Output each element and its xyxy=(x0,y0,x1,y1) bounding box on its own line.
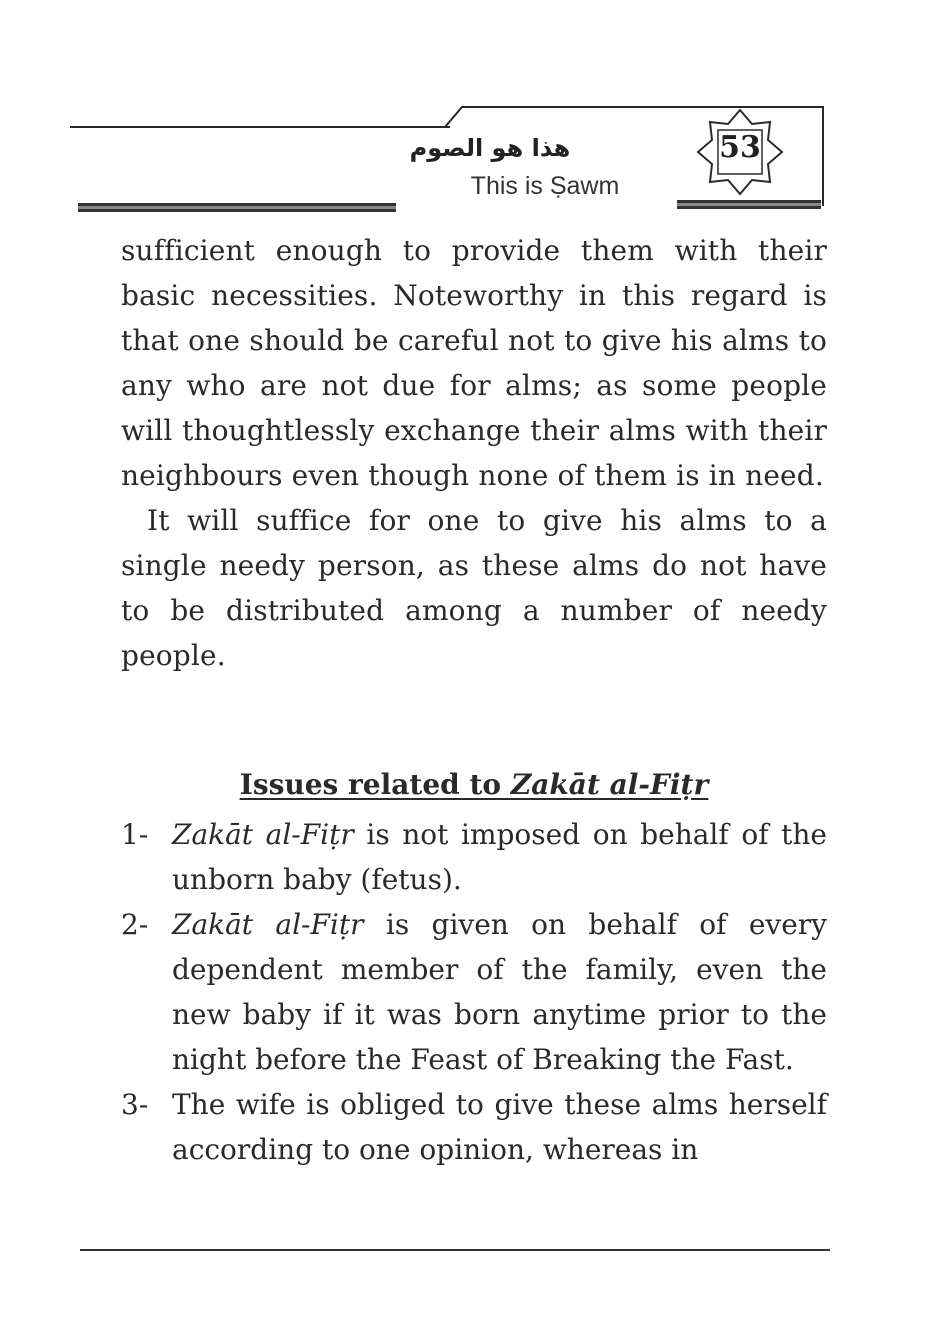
issues-list xyxy=(121,812,827,1172)
list-item xyxy=(121,1082,827,1172)
page-number-badge xyxy=(696,108,784,196)
header-right-rule xyxy=(822,106,824,206)
footer-rule xyxy=(80,1249,830,1251)
header-slant-rule xyxy=(0,0,936,140)
body-text xyxy=(121,228,827,678)
page-number: 53 xyxy=(719,130,761,165)
list-item-italic: Zakāt al-Fiṭr xyxy=(172,818,354,851)
list-item-number: 3- xyxy=(121,1088,149,1121)
header-left-bar xyxy=(78,203,396,212)
list-item-text: is given on behalf of every dependent member of the family, even the new baby if it was born anytime prior to the night before the Feast of Breaking the Fast. xyxy=(172,908,827,1076)
heading-plain: Issues related to xyxy=(239,768,511,801)
heading-italic: Zakāt al-Fiṭr xyxy=(510,768,709,801)
list-item-number: 1- xyxy=(121,818,149,851)
header-english-title: This is Ṣawm xyxy=(470,172,620,200)
list-item xyxy=(121,902,827,1082)
list-item-number: 2- xyxy=(121,908,149,941)
paragraph-2: It will suffice for one to give his alms to a single needy person, as these alms do not have to be distributed among a number of needy people. xyxy=(121,504,827,672)
list-item xyxy=(121,812,827,902)
section-heading xyxy=(121,768,827,801)
list-item-text: The wife is obliged to give these alms herself according to one opinion, whereas in xyxy=(172,1088,827,1166)
list-item-text: is not imposed on behalf of the unborn baby (fetus). xyxy=(172,818,827,896)
header-arabic-title: هذا هو الصوم xyxy=(409,134,571,162)
paragraph-1: sufficient enough to provide them with their basic necessities. Noteworthy in this regard is that one should be careful not to give his alms to any who are not due for alms; as some people will thoughtlessly exchange their alms with their neighbours even though none of them is in need. xyxy=(121,234,827,492)
header-right-bar xyxy=(677,200,821,209)
list-item-italic: Zakāt al-Fiṭr xyxy=(172,908,364,941)
